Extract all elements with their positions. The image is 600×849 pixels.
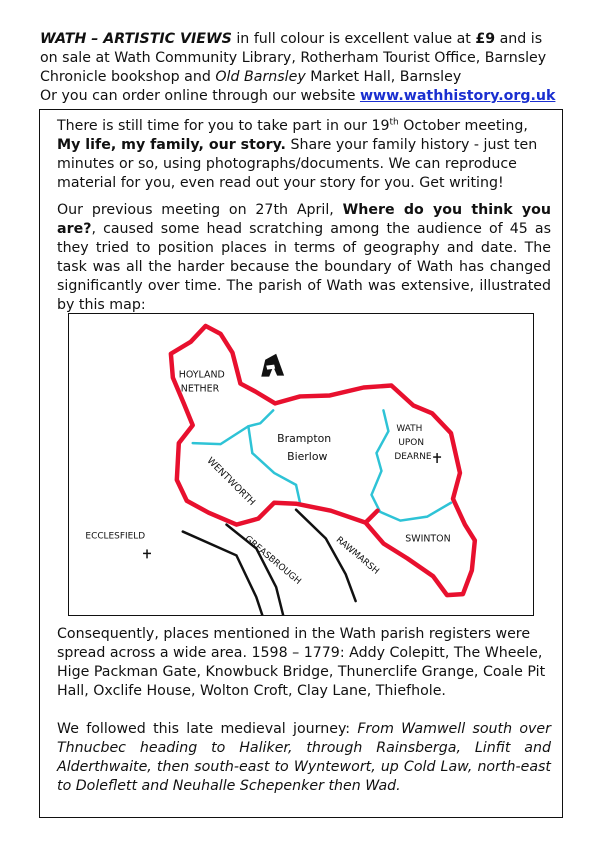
inner-boundary-swinton [377,503,451,521]
header-line-4: Or you can order online through our website www.wathhistory.org.uk [40,88,556,104]
previous-meeting-title: Where do you think you are? [57,202,551,237]
publication-title: WATH – ARTISTIC VIEWS [40,31,232,47]
header-line-2: on sale at Wath Community Library, Rotherham Tourist Office, Barnsley [40,50,547,66]
parish-map-drawing [69,314,533,615]
paragraph-meeting-invite: There is still time for you to take part in our 19th October meeting, My life, my family, our story. Share your family history - just ten minutes or so, using photographs/documents. We can reproduce material for you, even read out your story for you. Get writing! [57,117,538,191]
price: £9 [475,31,496,47]
label-wath-2: UPON [398,438,425,449]
label-wath-3: DEARNE [394,452,432,463]
inner-boundary-wath-west [372,410,389,510]
inner-boundary-hoyland [193,410,273,444]
header-line-3: Chronicle bookshop and Old Barnsley Market Hall, Barnsley [40,69,462,85]
label-wath-1: WATH [396,424,423,435]
label-brampton-1: Brampton [277,432,332,446]
label-rawmarsh: RAWMARSH [333,535,381,577]
boundary-line-rawmarsh [296,510,356,601]
north-arrow-icon [261,354,284,377]
label-hoyland-2: NETHER [180,383,220,395]
label-hoyland-1: HOYLAND [178,369,225,381]
paragraph-previous-meeting: Our previous meeting on 27th April, Where do you think you are?, caused some head scratching among the audience of 45 as they tried to position places in terms of geography and date. The task was all the harder because the boundary of Wath has changed significantly over time. The parish of Wath was extensive, illustrated by this map: [57,202,551,313]
website-link[interactable]: www.wathhistory.org.uk [359,88,556,104]
label-swinton: SWINTON [405,533,451,545]
journey-route: From Wamwell south over Thnucbec heading to Haliker, through Rainsberga, Linfit and Alderthwaite, then south-east to Wyntewort, up Cold Law, north-east to Doleflett and Neuhalle Schepenker then Wad. [57,721,551,794]
paragraph-journey: We followed this late medieval journey: From Wamwell south over Thnucbec heading to Haliker, through Rainsberga, Linfit and Alderthwaite, then south-east to Wyntewort, up Cold Law, north-east to Doleflett and Neuhalle Schepenker then Wad. [57,721,551,794]
header-notice [40,30,580,106]
paragraph-registers: Consequently, places mentioned in the Wath parish registers were spread across a wide area. 1598 – 1779: Addy Colepitt, The Wheele, Hige Packman Gate, Knowbuck Bridge, Thunerclife Grange, Coale Pit Hall, Oxclife House, Wolton Croft, Clay Lane, Thiefhole. [57,626,546,699]
label-wentworth: WENTWORTH [204,455,258,509]
parish-map [68,313,534,616]
boundary-segment [366,511,378,523]
label-ecclesfield: ECCLESFIELD [85,531,146,542]
header-line-1: WATH – ARTISTIC VIEWS in full colour is excellent value at £9 and is [40,31,543,47]
meeting-title: My life, my family, our story. [57,137,286,153]
label-brampton-2: Bierlow [287,450,328,464]
label-greasbrough: GREASBROUGH [242,534,303,587]
